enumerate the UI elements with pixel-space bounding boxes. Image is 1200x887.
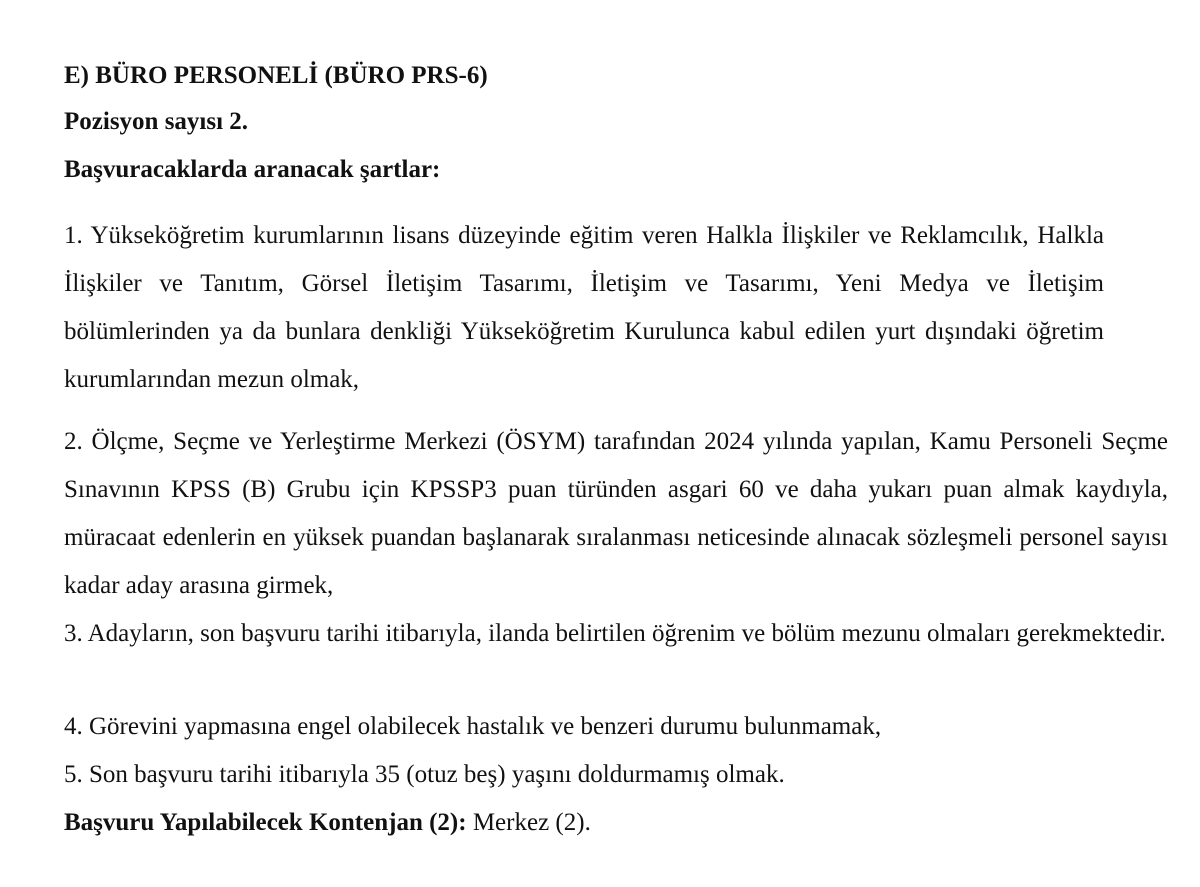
requirement-item-4: 4. Görevini yapmasına engel olabilecek hastalık ve benzeri durumu bulunmamak, xyxy=(64,713,882,740)
requirement-item-3: 3. Adayların, son başvuru tarihi itibarıyla, ilanda belirtilen öğrenim ve bölüm mezunu olmaları gerekmektedir. xyxy=(64,620,1166,647)
position-count: Pozisyon sayısı 2. xyxy=(64,108,249,135)
requirements-heading: Başvuracaklarda aranacak şartlar: xyxy=(64,156,441,183)
quota-value: Merkez (2). xyxy=(466,809,591,836)
quota-line xyxy=(64,808,591,838)
requirement-item-2: 2. Ölçme, Seçme ve Yerleştirme Merkezi (ÖSYM) tarafından 2024 yılında yapılan, Kamu Personeli Seçme Sınavının KPSS (B) Grubu için KPSSP3 puan türünden asgari 60 ve daha yukarı puan almak kaydıyla, müracaat edenlerin en yüksek puandan başlanarak sıralanması neticesinde alınacak sözleşmeli personel sayısı kadar aday arasına girmek, xyxy=(64,428,1168,599)
requirement-item-1: 1. Yükseköğretim kurumlarının lisans düzeyinde eğitim veren Halkla İlişkiler ve Reklamcılık, Halkla İlişkiler ve Tanıtım, Görsel İletişim Tasarımı, İletişim ve Tasarımı, Yeni Medya ve İletişim bölümlerinden ya da bunlara denkliği Yükseköğretim Kurulunca kabul edilen yurt dışındaki öğretim kurumlarından mezun olmak, xyxy=(64,222,1104,393)
section-title: E) BÜRO PERSONELİ (BÜRO PRS-6) xyxy=(64,62,488,89)
quota-label: Başvuru Yapılabilecek Kontenjan (2): xyxy=(64,809,467,836)
requirement-item-5: 5. Son başvuru tarihi itibarıyla 35 (otuz beş) yaşını doldurmamış olmak. xyxy=(64,761,785,788)
